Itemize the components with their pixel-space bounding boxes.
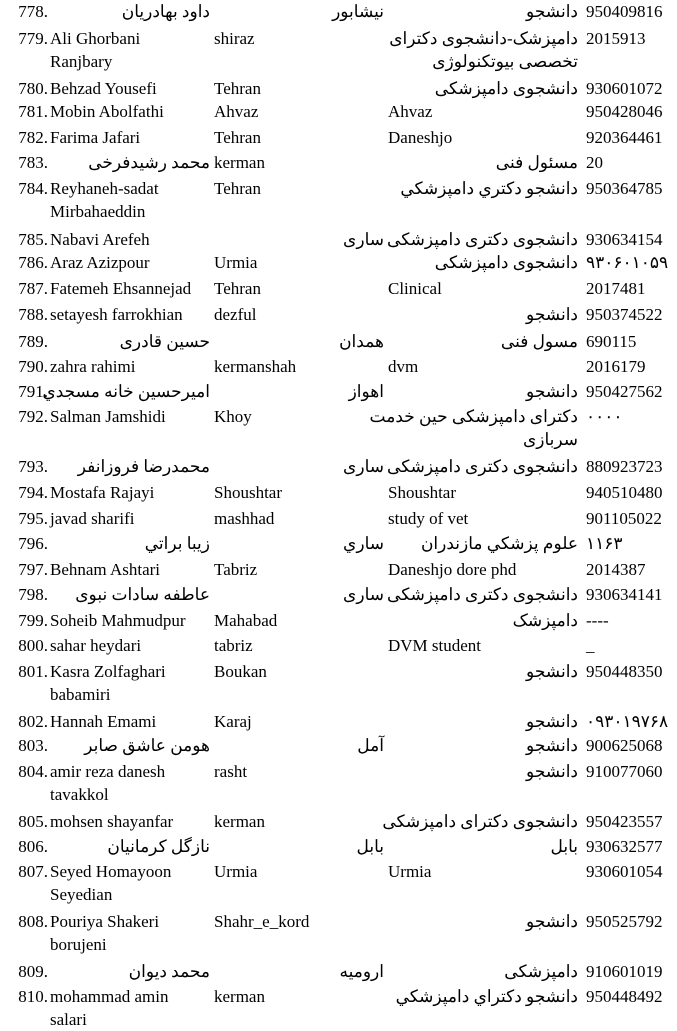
person-name: javad sharifi: [50, 509, 135, 528]
code: 2016179: [586, 357, 646, 376]
person-name: Hannah Emami: [50, 712, 157, 731]
row-number: 800.: [18, 636, 48, 655]
city: Shahr_e_kord: [214, 912, 310, 931]
row-number: 782.: [18, 128, 48, 147]
city: Tehran: [214, 179, 261, 198]
code: 880923723: [586, 457, 663, 476]
description: Shoushtar: [388, 483, 456, 502]
person-name: mohsen shayanfar: [50, 812, 174, 831]
row-number: 791.: [18, 382, 48, 401]
description: دانشجو دكتري دامپزشكي: [400, 179, 578, 198]
city: Karaj: [214, 712, 252, 731]
description: دامپزشک: [512, 611, 578, 630]
person-name: Fatemeh Ehsannejad: [50, 279, 192, 298]
row-number: 810.: [18, 987, 48, 1006]
person-name: Ali Ghorbani Ranjbary: [50, 29, 141, 71]
code: 930634141: [586, 585, 663, 604]
row-number: 797.: [18, 560, 48, 579]
code: ----: [586, 611, 609, 630]
city: rasht: [214, 762, 248, 781]
description: دکترای دامپزشکی حین خدمت سربازی: [369, 407, 578, 449]
city: Tehran: [214, 79, 261, 98]
description: دانشجوی دکتری دامپزشکی: [387, 230, 578, 249]
description: مسول فنی: [500, 332, 578, 351]
code: ۰۰۰۰: [586, 407, 623, 426]
person-name: عاطفه سادات نبوی: [75, 585, 210, 604]
description: دامپزشک-دانشجوی دکترای تخصصی بیوتکنولوژی: [389, 29, 578, 71]
code: 950448492: [586, 987, 663, 1006]
description: دانشجو: [526, 382, 578, 401]
description: دانشجوی دکترای دامپزشکی: [382, 812, 578, 831]
code: 950448350: [586, 662, 663, 681]
city: Tehran: [214, 128, 261, 147]
city: mashhad: [214, 509, 275, 528]
city: ارومیه: [339, 962, 384, 981]
description: Clinical: [388, 279, 442, 298]
city: اهواز: [348, 382, 384, 401]
person-name: Pouriya Shakeri borujeni: [50, 912, 160, 954]
person-name: Soheib Mahmudpur: [50, 611, 186, 630]
description: دانشجوی دکتری دامپزشکی: [387, 457, 578, 476]
row-number: 805.: [18, 812, 48, 831]
code: _: [586, 636, 595, 655]
code: 930632577: [586, 837, 663, 856]
description: Daneshjo: [388, 128, 453, 147]
row-number: 780.: [18, 79, 48, 98]
code: ۰۹۳۰۱۹۷۶۸: [586, 712, 669, 731]
description: علوم پزشكي مازندران: [420, 534, 578, 553]
person-name: نازگل کرمانیان: [107, 837, 210, 856]
code: ۹۳۰۶۰۱۰۵۹: [586, 253, 669, 272]
city: ساري: [343, 534, 384, 553]
row-number: 785.: [18, 230, 48, 249]
person-name: حسین قادری: [119, 332, 210, 351]
row-number: 804.: [18, 762, 48, 781]
code: 950525792: [586, 912, 663, 931]
person-name: Kasra Zolfaghari babamiri: [50, 662, 166, 704]
city: Khoy: [214, 407, 252, 426]
city: Tehran: [214, 279, 261, 298]
person-name: اميرحسين خانه مسجدي: [42, 382, 210, 401]
row-number: 788.: [18, 305, 48, 324]
city: Ahvaz: [214, 102, 259, 121]
row-number: 801.: [18, 662, 48, 681]
code: 950428046: [586, 102, 663, 121]
code: 690115: [586, 332, 637, 351]
code: 950427562: [586, 382, 663, 401]
person-name: zahra rahimi: [50, 357, 136, 376]
row-number: 798.: [18, 585, 48, 604]
person-name: mohammad amin salari: [50, 987, 169, 1029]
code: 950409816: [586, 2, 663, 21]
row-number: 794.: [18, 483, 48, 502]
row-number: 787.: [18, 279, 48, 298]
description: دانشجو دكتراي دامپزشكي: [395, 987, 578, 1006]
city: dezful: [214, 305, 257, 324]
row-number: 779.: [18, 29, 48, 48]
person-name: sahar heydari: [50, 636, 142, 655]
row-number: 793.: [18, 457, 48, 476]
city: kerman: [214, 153, 265, 172]
row-number: 796.: [18, 534, 48, 553]
code: 2015913: [586, 29, 646, 48]
city: tabriz: [214, 636, 253, 655]
person-name: زيبا براتي: [144, 534, 210, 553]
city: بابل: [356, 837, 384, 856]
person-name: محمدرضا فروزانفر: [77, 457, 210, 476]
description: دانشجوی دکتری دامپزشکی: [387, 585, 578, 604]
description: دانشجو: [526, 712, 578, 731]
description: دانشجو: [526, 662, 578, 681]
code: 910077060: [586, 762, 663, 781]
code: 901105022: [586, 509, 662, 528]
city: ساری: [343, 457, 384, 476]
code: 930634154: [586, 230, 663, 249]
person-name: amir reza danesh tavakkol: [50, 762, 166, 804]
person-name: هومن عاشق صابر: [84, 736, 210, 755]
city: kermanshah: [214, 357, 297, 376]
city: Urmia: [214, 862, 258, 881]
person-name: Behzad Yousefi: [50, 79, 157, 98]
row-number: 806.: [18, 837, 48, 856]
city: Boukan: [214, 662, 267, 681]
person-name: داود بهادریان: [121, 2, 210, 21]
description: دامپزشکی: [504, 962, 578, 981]
code: 930601072: [586, 79, 663, 98]
row-number: 784.: [18, 179, 48, 198]
code: 20: [586, 153, 603, 172]
row-number: 790.: [18, 357, 48, 376]
row-number: 781.: [18, 102, 48, 121]
code: 900625068: [586, 736, 663, 755]
row-number: 803.: [18, 736, 48, 755]
person-name: Nabavi Arefeh: [50, 230, 150, 249]
code: 910601019: [586, 962, 663, 981]
description: دانشجوی دامپزشکی: [434, 253, 578, 272]
row-number: 802.: [18, 712, 48, 731]
description: بابل: [550, 837, 578, 856]
code: 2014387: [586, 560, 646, 579]
row-number: 792.: [18, 407, 48, 426]
person-name: Farima Jafari: [50, 128, 141, 147]
code: 940510480: [586, 483, 663, 502]
city: Tabriz: [214, 560, 258, 579]
code: 930601054: [586, 862, 663, 881]
row-number: 783.: [18, 153, 48, 172]
city: Urmia: [214, 253, 258, 272]
row-number: 807.: [18, 862, 48, 881]
description: دانشجو: [526, 2, 578, 21]
city: آمل: [357, 736, 384, 755]
person-name: setayesh farrokhian: [50, 305, 183, 324]
city: shiraz: [214, 29, 255, 48]
person-name: محمد رشیدفرخی: [88, 153, 210, 172]
person-name: Reyhaneh-sadat Mirbahaeddin: [50, 179, 159, 221]
description: مسئول فنی: [495, 153, 578, 172]
description: دانشجو: [526, 762, 578, 781]
code: 950423557: [586, 812, 663, 831]
row-number: 809.: [18, 962, 48, 981]
city: نیشابور: [332, 2, 384, 21]
description: دانشجو: [526, 736, 578, 755]
person-name: Araz Azizpour: [50, 253, 150, 272]
description: دانشجو: [526, 305, 578, 324]
city: Mahabad: [214, 611, 278, 630]
city: kerman: [214, 812, 265, 831]
description: Urmia: [388, 862, 432, 881]
description: study of vet: [388, 509, 469, 528]
description: Ahvaz: [388, 102, 433, 121]
row-number: 795.: [18, 509, 48, 528]
person-name: Behnam Ashtari: [50, 560, 161, 579]
person-name: Salman Jamshidi: [50, 407, 166, 426]
description: دانشجوی دامپزشکی: [434, 79, 578, 98]
code: ۱۱۶۳: [586, 534, 623, 553]
city: ساری: [343, 230, 384, 249]
city: همدان: [339, 332, 384, 351]
row-number: 799.: [18, 611, 48, 630]
code: 950374522: [586, 305, 663, 324]
code: 920364461: [586, 128, 663, 147]
code: 950364785: [586, 179, 663, 198]
city: ساری: [343, 585, 384, 604]
row-number: 786.: [18, 253, 48, 272]
row-number: 808.: [18, 912, 48, 931]
city: kerman: [214, 987, 265, 1006]
description: دانشجو: [526, 912, 578, 931]
description: dvm: [388, 357, 419, 376]
person-name: Mostafa Rajayi: [50, 483, 155, 502]
person-name: Seyed Homayoon Seyedian: [50, 862, 172, 904]
description: Daneshjo dore phd: [388, 560, 517, 579]
person-name: Mobin Abolfathi: [50, 102, 164, 121]
code: 2017481: [586, 279, 646, 298]
row-number: 789.: [18, 332, 48, 351]
city: Shoushtar: [214, 483, 282, 502]
row-number: 778.: [18, 2, 48, 21]
person-name: محمد دیوان: [128, 962, 210, 981]
description: DVM student: [388, 636, 482, 655]
